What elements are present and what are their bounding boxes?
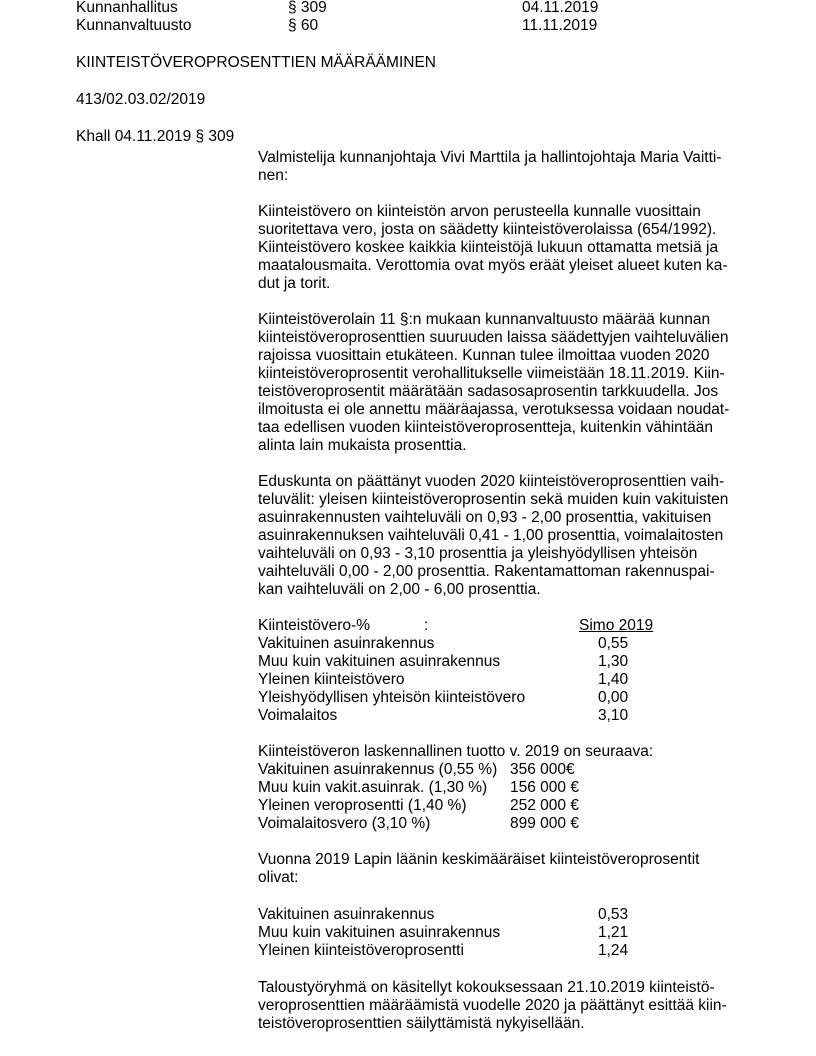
table-row xyxy=(258,761,738,779)
text-line: olivat: xyxy=(258,869,299,886)
text-line: nen: xyxy=(258,167,289,184)
text-line: Eduskunta on päättänyt vuoden 2020 kiinteistöveroprosenttien vaih- xyxy=(258,473,725,490)
row-value: 899 000 € xyxy=(510,815,579,832)
text-line: Kiinteistövero koskee kaikkia kiinteistöjä lukuun ottamatta metsiä ja xyxy=(258,239,719,256)
text-line: taa edellisen vuoden kiinteistöveroprosentteja, kuitenkin vähintään xyxy=(258,419,713,436)
rate-table-header xyxy=(258,617,738,635)
row-value: 1,30 xyxy=(598,653,629,670)
header-date: 04.11.2019 xyxy=(522,0,599,16)
row-value: 1,24 xyxy=(598,942,629,959)
row-label: Yleinen kiinteistövero xyxy=(258,671,405,688)
text-line: asuinrakennuksen vaihteluväli 0,41 - 1,00 prosenttia, voimalaitosten xyxy=(258,527,724,544)
table-row xyxy=(258,942,738,960)
paragraph-preparer xyxy=(258,149,738,185)
text-line: vaihteluväli 0,00 - 2,00 prosenttia. Rakentamattoman rakennuspai- xyxy=(258,563,715,580)
row-label: Voimalaitos xyxy=(258,707,338,724)
text-line: rajoissa vuosittain etukäteen. Kunnan tulee ilmoittaa vuoden 2020 xyxy=(258,347,710,364)
text-line: kan vaihteluväli on 2,00 - 6,00 prosenttia. xyxy=(258,581,541,598)
header-row-1 xyxy=(76,0,676,17)
text-line: Taloustyöryhmä on käsitellyt kokouksessaan 21.10.2019 kiinteistö- xyxy=(258,979,715,996)
table-row xyxy=(258,635,738,653)
table-row xyxy=(258,797,738,815)
table-row xyxy=(258,671,738,689)
rate-header-value: Simo 2019 xyxy=(579,617,654,634)
text-line: suoritettava vero, josta on säädetty kiinteistöverolaissa (654/1992). xyxy=(258,221,717,238)
text-line: asuinrakennusten vaihteluväli on 0,93 - 2,00 prosenttia, vakituisen xyxy=(258,509,712,526)
header-body: Kunnanvaltuusto xyxy=(76,17,192,34)
table-row xyxy=(258,653,738,671)
lapland-table xyxy=(258,906,738,960)
text-line: vaihteluväli on 0,93 - 3,10 prosenttia ja yleishyödyllisen yhteisön xyxy=(258,545,698,562)
row-value: 0,00 xyxy=(598,689,629,706)
text-line: kiinteistöveroprosenttien suuruuden laissa säädettyjen vaihteluvälien xyxy=(258,329,729,346)
row-label: Voimalaitosvero (3,10 %) xyxy=(258,815,431,832)
row-label: Yleishyödyllisen yhteisön kiinteistövero xyxy=(258,689,526,706)
text-line: alinta lain mukaista prosenttia. xyxy=(258,437,467,454)
text-line: Kiinteistöverolain 11 §:n mukaan kunnanvaltuusto määrää kunnan xyxy=(258,311,711,328)
table-row xyxy=(258,707,738,725)
text-line: dut ja torit. xyxy=(258,275,331,292)
row-label: Muu kuin vakituinen asuinrakennus xyxy=(258,653,501,670)
meeting-reference: Khall 04.11.2019 § 309 xyxy=(76,128,235,145)
row-label: Vakituinen asuinrakennus (0,55 %) xyxy=(258,761,498,778)
table-row xyxy=(258,689,738,707)
table-row xyxy=(258,924,738,942)
text-line: teistöveroprosenttien säilyttämistä nykyisellään. xyxy=(258,1015,585,1032)
row-label: Yleinen kiinteistöveroprosentti xyxy=(258,942,464,959)
yield-intro xyxy=(258,743,738,761)
row-label: Vakituinen asuinrakennus xyxy=(258,906,435,923)
header-row-2 xyxy=(76,17,676,35)
row-label: Muu kuin vakit.asuinrak. (1,30 %) xyxy=(258,779,488,796)
record-number: 413/02.03.02/2019 xyxy=(76,91,206,108)
rate-header-colon: : xyxy=(424,617,429,634)
row-value: 3,10 xyxy=(598,707,629,724)
document-title: KIINTEISTÖVEROPROSENTTIEN MÄÄRÄÄMINEN xyxy=(76,54,436,71)
header-section: § 309 xyxy=(288,0,327,16)
row-value: 1,21 xyxy=(598,924,629,941)
row-value: 0,55 xyxy=(598,635,629,652)
text-line: teluvälit: yleisen kiinteistöveroprosentin sekä muiden kuin vakituisten xyxy=(258,491,729,508)
text-line: maatalousmaita. Verottomia ovat myös eräät yleiset alueet kuten ka- xyxy=(258,257,728,274)
table-row xyxy=(258,779,738,797)
yield-table xyxy=(258,743,738,833)
header-body: Kunnanhallitus xyxy=(76,0,178,16)
text-line: ilmoitusta ei ole annettu määräajassa, verotuksessa voidaan noudat- xyxy=(258,401,730,418)
row-label: Vakituinen asuinrakennus xyxy=(258,635,435,652)
table-row xyxy=(258,815,738,833)
header-date: 11.11.2019 xyxy=(522,17,598,34)
row-label: Muu kuin vakituinen asuinrakennus xyxy=(258,924,501,941)
row-value: 252 000 € xyxy=(510,797,579,814)
row-value: 156 000 € xyxy=(510,779,579,796)
text-line: veroprosenttien määräämistä vuodelle 2020 ja päättänyt esittää kiin- xyxy=(258,997,727,1014)
text-line: kiinteistöveroprosentit verohallitukselle viimeistään 18.11.2019. Kiin- xyxy=(258,365,725,382)
text-line: Kiinteistövero on kiinteistön arvon perusteella kunnalle vuosittain xyxy=(258,203,701,220)
header-section: § 60 xyxy=(288,17,319,34)
yield-intro-text: Kiinteistöveron laskennallinen tuotto v. 2019 on seuraava: xyxy=(258,743,654,760)
paragraph-working-group xyxy=(258,979,738,1033)
paragraph-lapland xyxy=(258,851,738,887)
document-body xyxy=(258,149,738,1051)
row-value: 356 000€ xyxy=(510,761,575,778)
paragraph-ranges xyxy=(258,473,738,599)
text-line: Vuonna 2019 Lapin läänin keskimääräiset kiinteistöveroprosentit xyxy=(258,851,700,868)
text-line: teistöveroprosentit määrätään sadasosaprosentin tarkkuudella. Jos xyxy=(258,383,719,400)
rate-table xyxy=(258,617,738,725)
row-label: Yleinen veroprosentti (1,40 %) xyxy=(258,797,467,814)
paragraph-property-tax xyxy=(258,203,738,293)
paragraph-law xyxy=(258,311,738,455)
rate-header-label: Kiinteistövero-% xyxy=(258,617,370,634)
text-line: Valmistelija kunnanjohtaja Vivi Marttila ja hallintojohtaja Maria Vaitti- xyxy=(258,149,722,166)
row-value: 1,40 xyxy=(598,671,629,688)
table-row xyxy=(258,906,738,924)
row-value: 0,53 xyxy=(598,906,629,923)
